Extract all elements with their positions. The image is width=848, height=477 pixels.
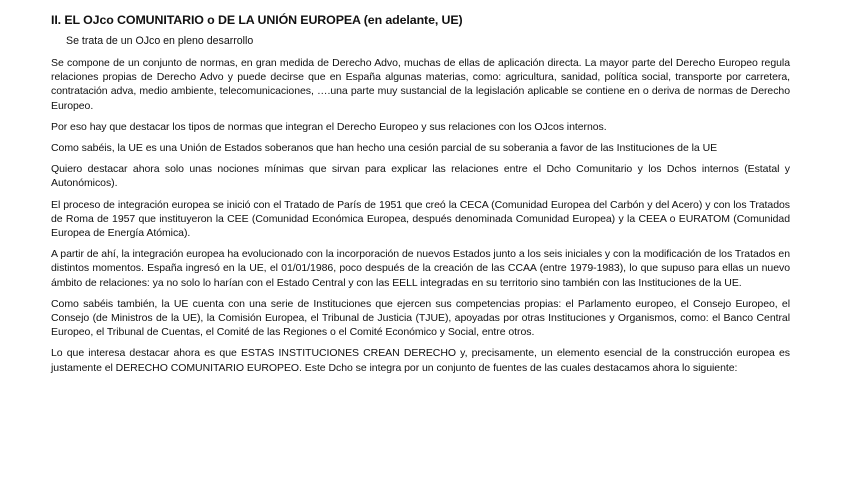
paragraph-evolution: A partir de ahí, la integración europea ha evolucionado con la incorporación de nuevos Estados junto a los seis iniciales y con la modificación de los Tratados en distintos momentos. España ingresó en la UE, el 01/01/1986, poco después de la creación de las CCAA (entre 1979-1983), lo que supuso para ellas un nuevo ámbito de relaciones: ya no solo lo harían con el Estado Central y con las EELL integradas en su territorio sino también con las Instituciones de la UE. [51,248,790,289]
paragraph-norm-types: Por eso hay que destacar los tipos de normas que integran el Derecho Europeo y sus relaciones con los OJcos internos. [51,120,607,133]
paragraph-institutions-create-law: Lo que interesa destacar ahora es que ESTAS INSTITUCIONES CREAN DERECHO y, precisamente, un elemento esencial de la construcción europea es justamente el DERECHO COMUNITARIO EUROPEO. Este Dcho se integra por un conjunto de fuentes de las cuales destacamos ahora lo siguiente: [51,347,790,374]
paragraph-composition: Se compone de un conjunto de normas, en gran medida de Derecho Advo, muchas de ellas de aplicación directa. La mayor parte del Derecho Europeo regula relaciones propias de Derecho Advo y puede decirse que en España algunas materias, como: agricultura, sanidad, política social, transporte por carretera, contratación adva, medio ambiente, telecomunicaciones, ….una parte muy sustancial de la legislación aplicable se contiene en o deriva de normas de Derecho Europeo. [51,57,790,112]
section-subtitle: Se trata de un OJco en pleno desarrollo [66,35,254,47]
paragraph-basic-notions: Quiero destacar ahora solo unas nociones mínimas que sirvan para explicar las relaciones entre el Dcho Comunitario y los Dchos internos (Estatal y Autonómicos). [51,163,790,190]
paragraph-institutions: Como sabéis también, la UE cuenta con una serie de Instituciones que ejercen sus competencias propias: el Parlamento europeo, el Consejo Europeo, el Consejo (de Ministros de la UE), la Comisión Europea, el Tribunal de Justicia (TJUE), apoyadas por otras Instituciones y Organismos, como: el Banco Central Europeo, el Tribunal de Cuentas, el Comité de las Regiones o el Comité Económico y Social, entre otros. [51,297,790,339]
section-heading: II. EL OJco COMUNITARIO o DE LA UNIÓN EUROPEA (en adelante, UE) [51,13,463,27]
paragraph-union-of-states: Como sabéis, la UE es una Unión de Estados soberanos que han hecho una cesión parcial de su soberania a favor de las Instituciones de la UE [51,142,718,155]
paragraph-integration-process: El proceso de integración europea se inició con el Tratado de París de 1951 que creó la CECA (Comunidad Europea del Carbón y del Acero) y con los Tratados de Roma de 1957 que instituyeron la CEE (Comunidad Económica Europea, después denominada Comunidad Europea) y la CEEA o EURATOM (Comunidad Europea de Energía Atómica). [51,198,790,240]
